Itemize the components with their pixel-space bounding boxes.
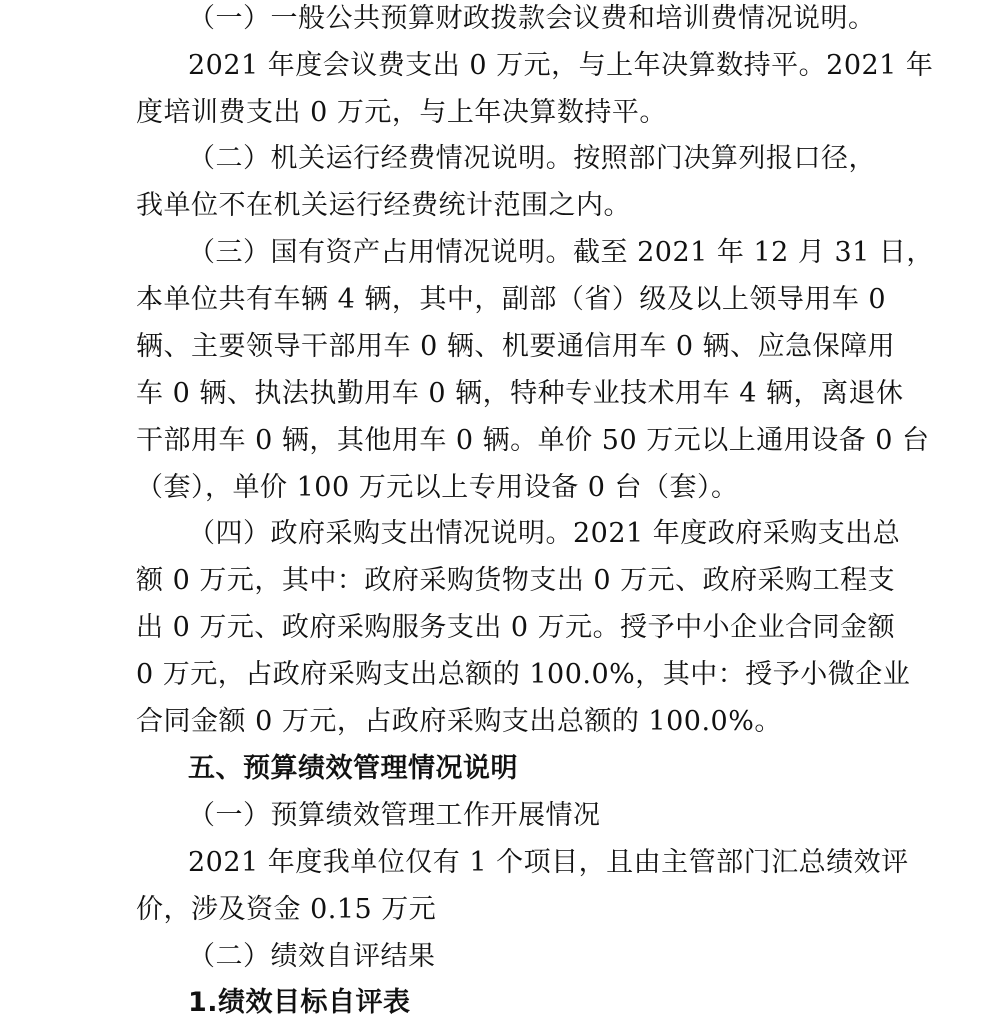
section-title-performance-management: 五、预算绩效管理情况说明 [188,753,518,784]
section-heading-assets: （三）国有资产占用情况说明。截至 2021 年 12 月 31 日， [188,237,934,268]
section-heading-office-expenses: （二）机关运行经费情况说明。按照部门决算列报口径， [188,143,876,174]
paragraph-line: 辆、主要领导干部用车 0 辆、机要通信用车 0 辆、应急保障用 [136,331,896,362]
section-heading-procurement: （四）政府采购支出情况说明。2021 年度政府采购支出总 [188,518,901,549]
paragraph-line: 车 0 辆、执法执勤用车 0 辆，特种专业技术用车 4 辆，离退休 [136,378,904,409]
paragraph-line: 出 0 万元、政府采购服务支出 0 万元。授予中小企业合同金额 [136,612,896,643]
paragraph-line: （套），单价 100 万元以上专用设备 0 台（套）。 [136,472,739,503]
paragraph-line: 2021 年度我单位仅有 1 个项目，且由主管部门汇总绩效评 [188,847,909,878]
paragraph-line: 2021 年度会议费支出 0 万元，与上年决算数持平。2021 年 [188,50,934,81]
subsection-title-self-evaluation-table: 1.绩效目标自评表 [188,987,411,1018]
paragraph-line: 度培训费支出 0 万元，与上年决算数持平。 [136,97,667,128]
paragraph-line: 本单位共有车辆 4 辆，其中，副部（省）级及以上领导用车 0 [136,284,887,315]
subsection-heading-work-progress: （一）预算绩效管理工作开展情况 [188,800,601,831]
paragraph-line: 合同金额 0 万元，占政府采购支出总额的 100.0%。 [136,706,782,737]
paragraph-line: 额 0 万元，其中：政府采购货物支出 0 万元、政府采购工程支 [136,565,896,596]
section-heading-meeting-training: （一）一般公共预算财政拨款会议费和培训费情况说明。 [188,3,876,34]
paragraph-line: 我单位不在机关运行经费统计范围之内。 [136,190,631,221]
subsection-heading-self-evaluation: （二）绩效自评结果 [188,941,436,972]
paragraph-line: 干部用车 0 辆，其他用车 0 辆。单价 50 万元以上通用设备 0 台 [136,425,930,456]
paragraph-line: 0 万元，占政府采购支出总额的 100.0%，其中：授予小微企业 [136,659,911,690]
paragraph-line: 价，涉及资金 0.15 万元 [136,894,437,925]
